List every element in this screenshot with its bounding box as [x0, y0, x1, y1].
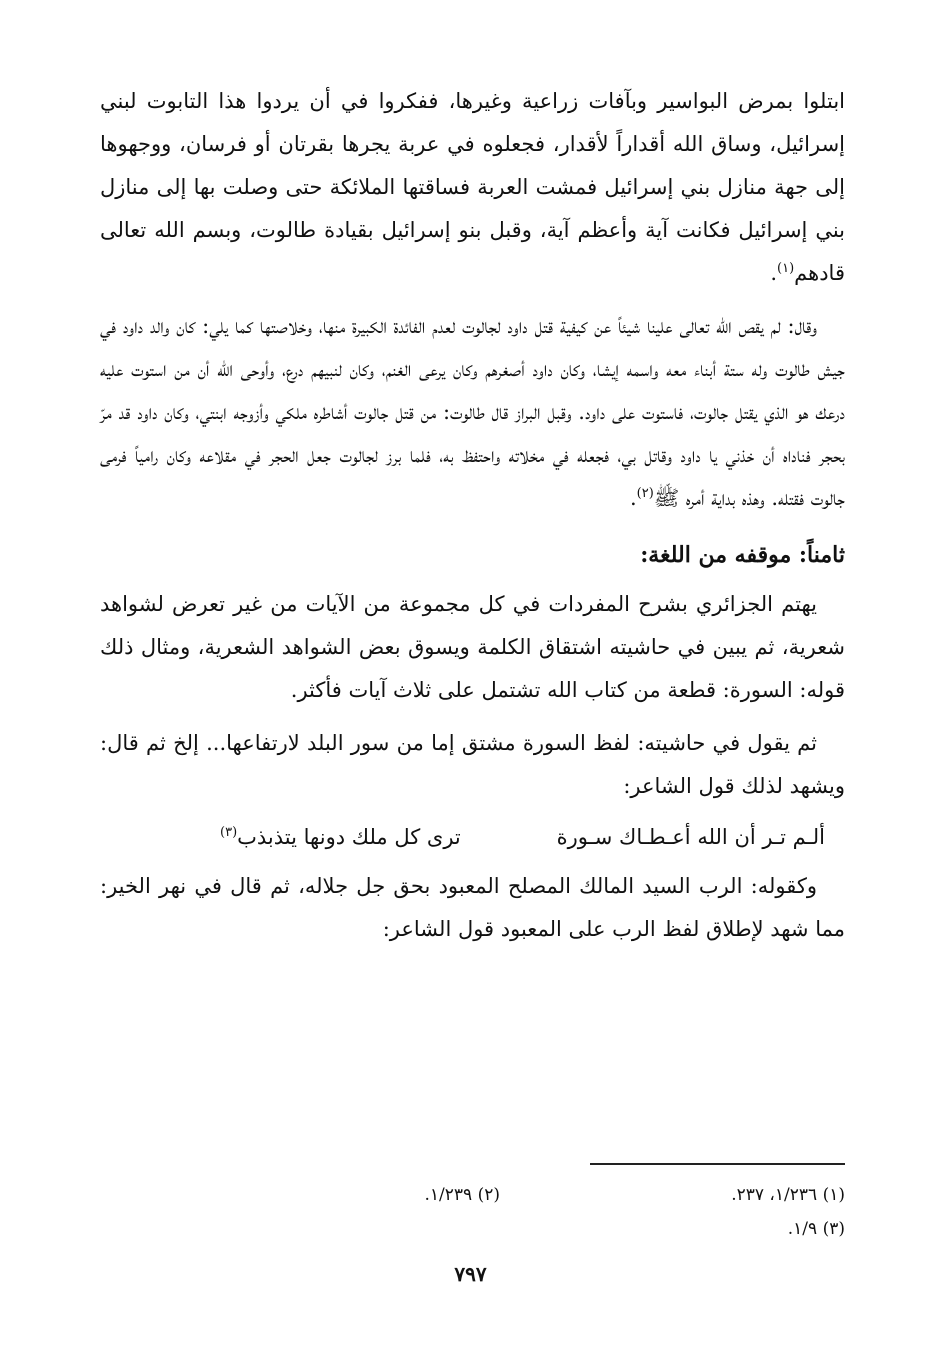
footnote-2: (٢) ١/٢٣٩.: [424, 1185, 500, 1205]
page-number: ٧٩٧: [454, 1262, 487, 1286]
page-body: [100, 80, 845, 951]
paragraph-1-end: .: [770, 261, 778, 285]
footnotes: [100, 1178, 845, 1246]
footnote-ref-3: (٣): [220, 825, 238, 840]
section-heading: ثامناً: موقفه من اللغة:: [640, 542, 845, 568]
paragraph-2: [100, 305, 845, 520]
paragraph-2-text: وقال: لم يقص الله تعالى علينا شيئاً عن كيفية قتل داود لجالوت لعدم الفائدة الكبيرة منها، وخلاصتها كما يلي: كان والد داود في جيش طالوت وله ستة أبناء معه واسمه إيشا، وكان داود أصغرهم وكان يرعى الغنم، وكان لنبيهم درع، وأوحى الله أن من استوت عليه درعك هو الذي يقتل جالوت، فاستوت على داود. وقبل البراز قال طالوت: من قتل جالوت أشاطره ملكي وأزوجه ابنتي، وكان داود قد مرّ بحجر فناداه أن خذني يا داود وقاتل بي، فجعله في مخلاته واحتفظ به، فلما برز لجالوت جعل الحجر في مقلاعه وكان رامياً فرمى جالوت فقتله. وهذه بداية أمره ﷺ: [100, 314, 845, 510]
paragraph-3: يهتم الجزائري بشرح المفردات في كل مجموعة من الآيات من غير تعرض لشواهد شعرية، ثم يبين في حاشيته اشتقاق الكلمة ويسوق بعض الشواهد الشعرية، ومثال ذلك قوله: السورة: قطعة من كتاب الله تشتمل على ثلاث آيات فأكثر.: [100, 592, 845, 702]
footnote-separator: [590, 1163, 845, 1165]
footnote-row-1: [100, 1178, 845, 1212]
paragraph-1-text: ابتلوا بمرض البواسير وبآفات زراعية وغيرها، ففكروا في أن يردوا هذا التابوت لبني إسرائيل، وساق الله أقداراً لأقدار، فجعلوه في عربة يجرها بقرتان أو فرسان، ووجهوها إلى جهة منازل بني إسرائيل فمشت العربة فساقتها الملائكة حتى وصلت بها إلى منازل بني إسرائيل فكانت آية وأعظم آية، وقبل بنو إسرائيل بقيادة طالوت، وبسم الله تعالى قادهم: [100, 89, 845, 285]
verse-first-half: ألـم تـر أن الله أعـطـاك سـورة: [556, 825, 825, 849]
verse-second-half: [220, 816, 461, 859]
paragraph-1: [100, 80, 845, 295]
footnote-1: (١) ١/٢٣٦، ٢٣٧.: [731, 1185, 845, 1205]
footnote-3: (٣) ١/٩.: [787, 1219, 845, 1239]
footnote-ref-1: (١): [777, 261, 795, 276]
footnote-row-2: [100, 1212, 845, 1246]
paragraph-5: وكقوله: الرب السيد المالك المصلح المعبود بحق جل جلاله، ثم قال في نهر الخير: مما شهد لإطلاق لفظ الرب على المعبود قول الشاعر:: [100, 874, 845, 941]
poetry-verse: [220, 816, 825, 859]
verse-second-text: ترى كل ملك دونها يتذبذب: [237, 825, 461, 849]
paragraph-2-end: .: [629, 486, 637, 510]
paragraph-4: ثم يقول في حاشيته: لفظ السورة مشتق إما من سور البلد لارتفاعها... إلخ ثم قال: ويشهد لذلك قول الشاعر:: [100, 731, 845, 798]
footnote-ref-2: (٢): [636, 486, 654, 501]
